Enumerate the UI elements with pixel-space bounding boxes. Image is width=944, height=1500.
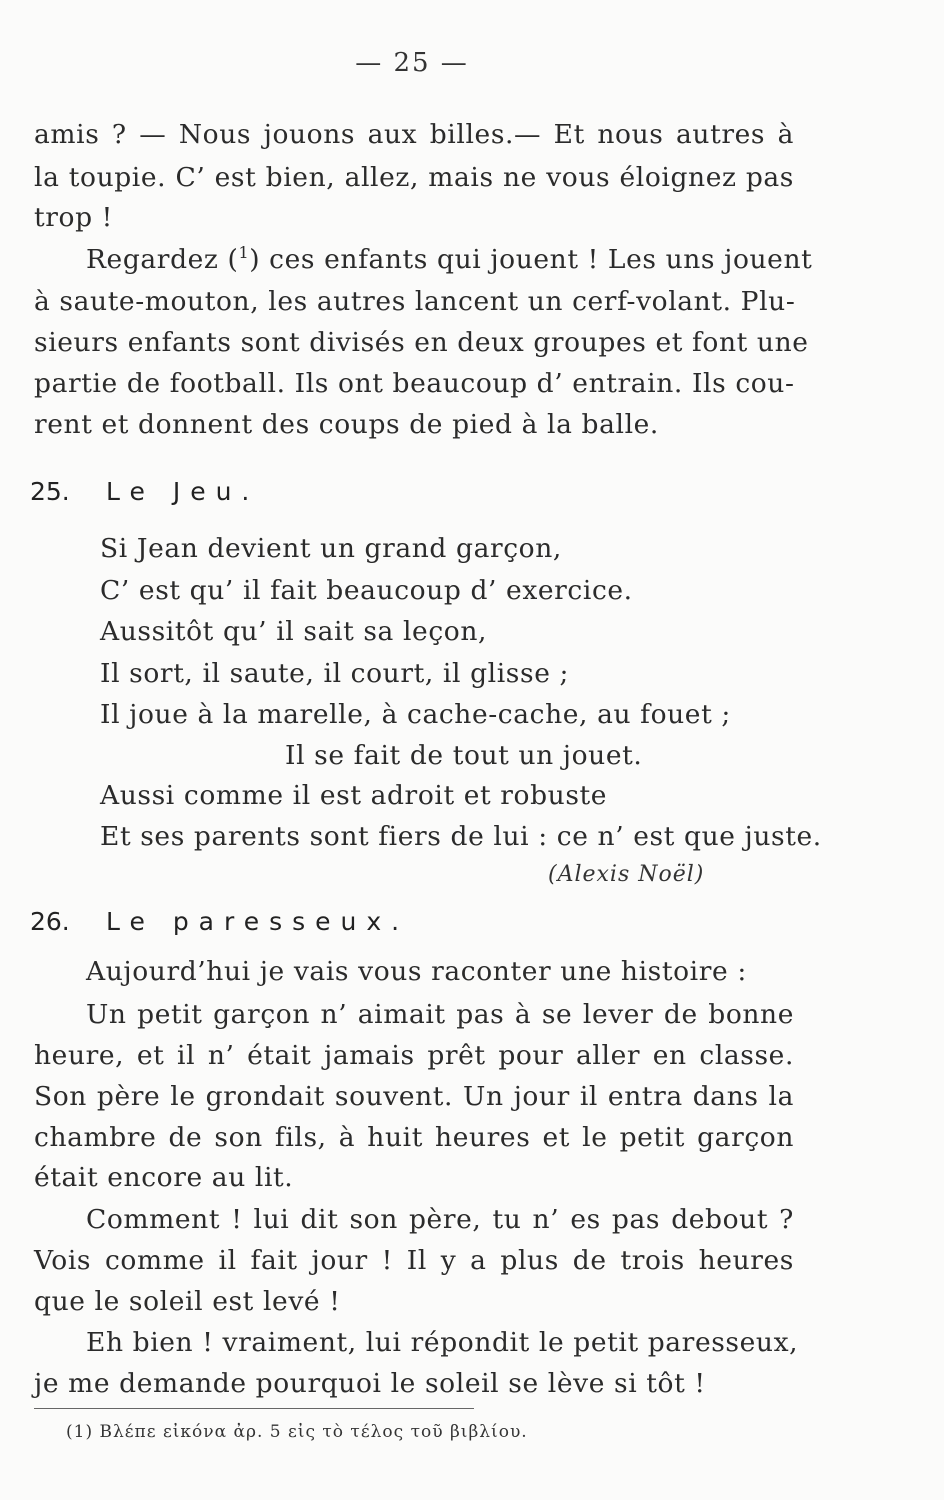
paragraph-line: Aujourd’hui je vais vous raconter une histoire : [86, 956, 747, 987]
footnote: (1) Βλέπε εἰκόνα ἀρ. 5 εἰς τὸ τέλος τοῦ βιβλίου. [66, 1422, 528, 1442]
verse-line: Et ses parents sont fiers de lui : ce n’ est que juste. [100, 821, 822, 852]
section-title: Le Jeu. [106, 477, 260, 506]
verse-line: Il se fait de tout un jouet. [285, 740, 643, 771]
footnote-reference: 1 [238, 243, 250, 263]
paragraph-line: Son père le grondait souvent. Un jour il entra dans la [34, 1081, 794, 1112]
verse-line: C’ est qu’ il fait beaucoup d’ exercice. [100, 575, 633, 606]
paragraph-line: heure, et il n’ était jamais prêt pour aller en classe. [34, 1040, 794, 1071]
page-number: — 25 — [355, 48, 469, 78]
paragraph-line: Vois comme il fait jour ! Il y a plus de trois heures [34, 1245, 794, 1276]
paragraph-line: Regardez ($^1$) ces enfants qui jouent ! Les uns jouent [86, 243, 813, 275]
paragraph-line: Comment ! lui dit son père, tu n’ es pas debout ? [86, 1204, 794, 1235]
section-heading [30, 902, 409, 942]
paragraph-line: trop ! [34, 202, 113, 233]
verse-line: Aussi comme il est adroit et robuste [100, 780, 608, 811]
paragraph-line: amis ? — Nous jouons aux billes.— Et nous autres à [34, 119, 794, 150]
paragraph-line: Un petit garçon n’ aimait pas à se lever de bonne [86, 999, 794, 1030]
section-heading [30, 472, 259, 512]
verse-line: Il sort, il saute, il court, il glisse ; [100, 658, 570, 689]
paragraph-line: sieurs enfants sont divisés en deux groupes et font une [34, 327, 809, 358]
verse-line: Il joue à la marelle, à cache-cache, au fouet ; [100, 699, 731, 730]
paragraph-line: Eh bien ! vraiment, lui répondit le petit paresseux, [86, 1327, 799, 1358]
paragraph-line: à saute-mouton, les autres lancent un cerf-volant. Plu- [34, 286, 796, 317]
paragraph-line: que le soleil est levé ! [34, 1286, 341, 1317]
paragraph-line: chambre de son fils, à huit heures et le petit garçon [34, 1122, 794, 1153]
footnote-divider [34, 1408, 474, 1409]
section-title: Le paresseux. [106, 907, 410, 936]
section-number: 25. [30, 477, 70, 506]
paragraph-line: rent et donnent des coups de pied à la balle. [34, 409, 659, 440]
paragraph-line: je me demande pourquoi le soleil se lève si tôt ! [34, 1368, 706, 1399]
verse-line: Aussitôt qu’ il sait sa leçon, [100, 616, 488, 647]
paragraph-line: la toupie. C’ est bien, allez, mais ne vous éloignez pas [34, 162, 794, 193]
paragraph-line: partie de football. Ils ont beaucoup d’ entrain. Ils cou- [34, 368, 795, 399]
verse-line: Si Jean devient un grand garçon, [100, 533, 562, 564]
poem-attribution: (Alexis Noël) [548, 862, 705, 887]
paragraph-line: était encore au lit. [34, 1162, 294, 1193]
section-number: 26. [30, 907, 70, 936]
